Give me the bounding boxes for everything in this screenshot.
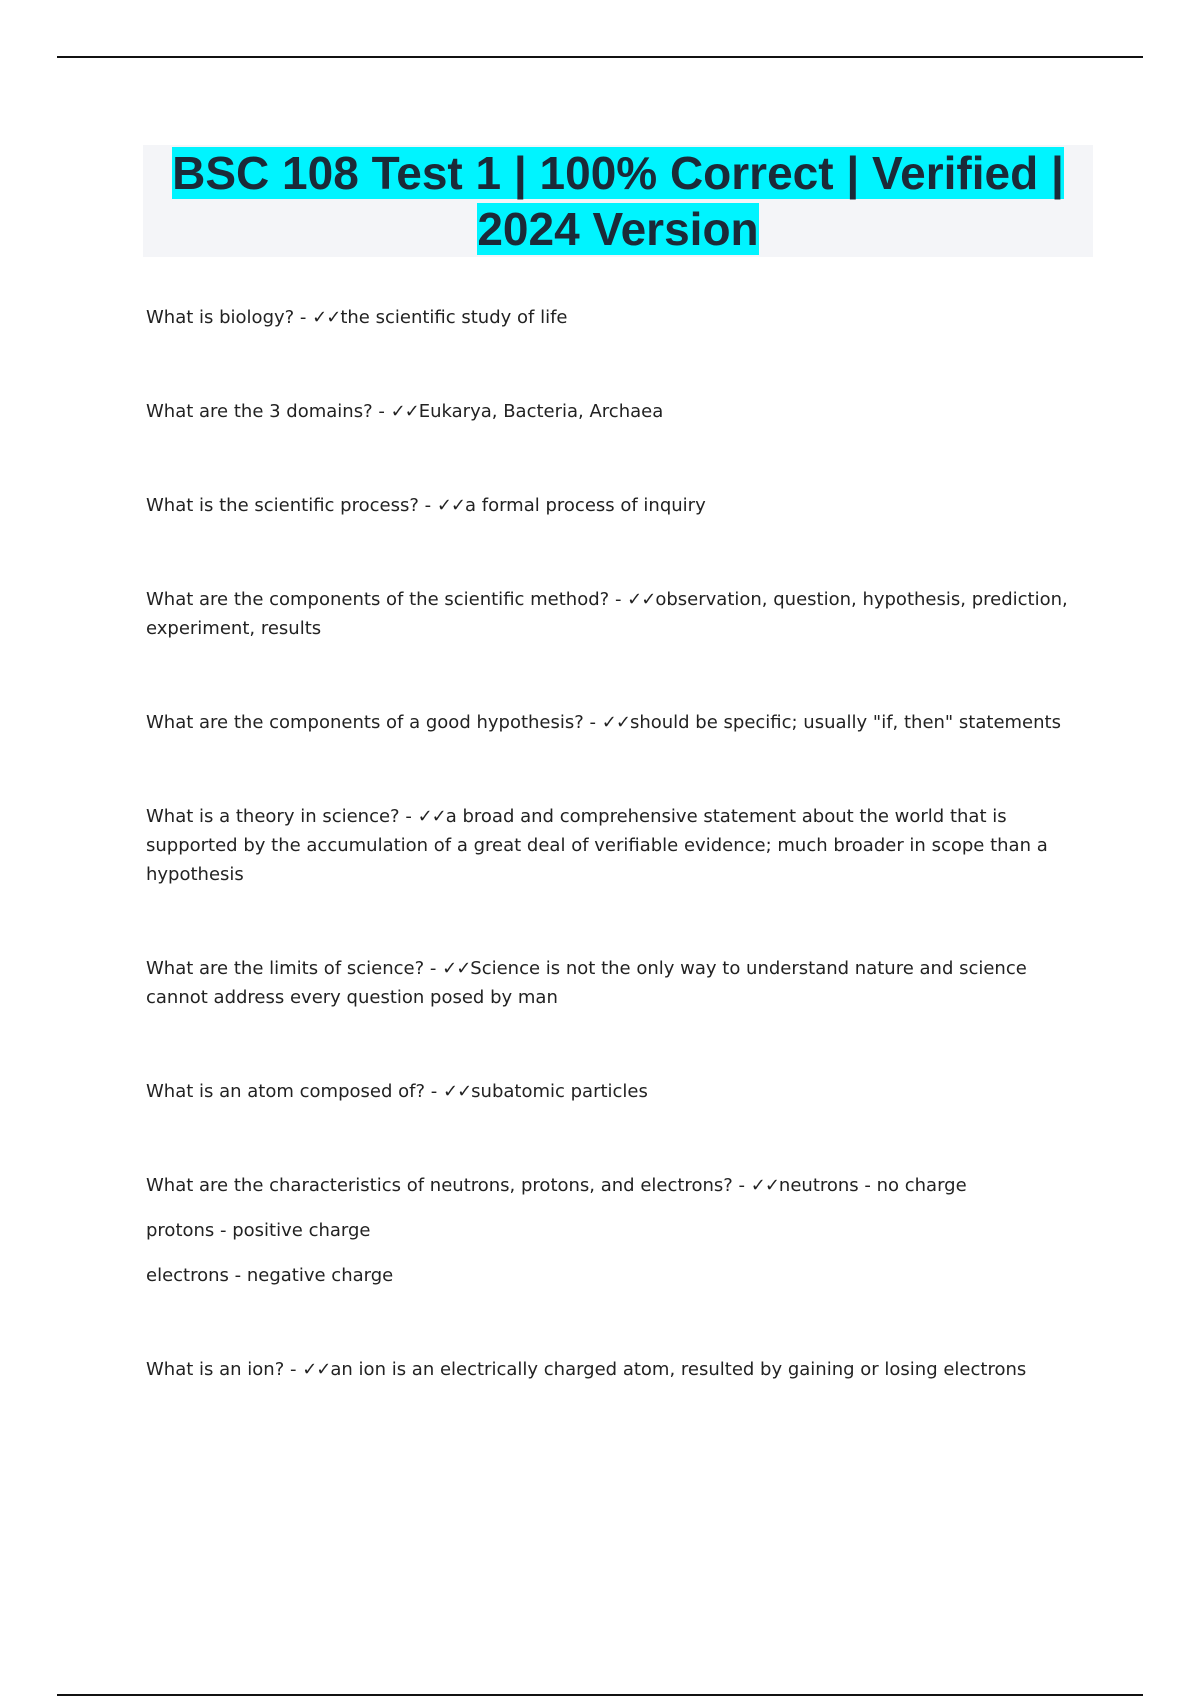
separator: - xyxy=(418,495,437,516)
qa-item-limits xyxy=(146,954,1086,1012)
top-rule xyxy=(57,56,1143,58)
check-mark-icon: ✓✓ xyxy=(750,1175,779,1196)
check-mark-icon: ✓✓ xyxy=(442,1081,472,1102)
answer-text: the scientific study of life xyxy=(340,307,568,328)
check-mark-icon: ✓✓ xyxy=(442,958,471,979)
question-text: What are the limits of science? xyxy=(146,958,425,979)
answer-text: subatomic particles xyxy=(471,1081,648,1102)
qa-item-ion xyxy=(146,1355,1086,1384)
answer-text: neutrons - no charge xyxy=(778,1175,967,1196)
separator: - xyxy=(732,1175,751,1196)
qa-item-hypothesis xyxy=(146,708,1086,737)
question-text: What are the characteristics of neutrons, protons, and electrons? xyxy=(146,1175,733,1196)
separator: - xyxy=(583,712,602,733)
answer-extra-line: electrons - negative charge xyxy=(146,1265,394,1286)
qa-item-particles xyxy=(146,1171,1086,1290)
question-text: What is biology? xyxy=(146,307,295,328)
answer-text: Eukarya, Bacteria, Archaea xyxy=(418,401,664,422)
bottom-rule xyxy=(57,1694,1143,1696)
title-line-2: 2024 Version xyxy=(477,203,759,255)
check-mark-icon: ✓✓ xyxy=(627,589,656,610)
check-mark-icon: ✓✓ xyxy=(302,1359,331,1380)
check-mark-icon: ✓✓ xyxy=(390,401,419,422)
question-text: What is a theory in science? xyxy=(146,806,400,827)
question-answer-list xyxy=(146,303,1086,1449)
qa-item-theory xyxy=(146,802,1086,889)
answer-text: a formal process of inquiry xyxy=(465,495,706,516)
answer-text: a broad and comprehensive statement about the world that is supported by the accumulation of a great deal of verifiable evidence; much broader in scope than a hypothesis xyxy=(146,806,1048,885)
answer-text: should be specific; usually "if, then" statements xyxy=(629,712,1061,733)
title-line-1: BSC 108 Test 1 | 100% Correct | Verified | xyxy=(172,147,1064,199)
question-text: What are the 3 domains? xyxy=(146,401,373,422)
separator: - xyxy=(399,806,418,827)
qa-item-scientific-process xyxy=(146,491,1086,520)
separator: - xyxy=(372,401,391,422)
check-mark-icon: ✓✓ xyxy=(436,495,465,516)
check-mark-icon: ✓✓ xyxy=(312,307,341,328)
qa-item-biology xyxy=(146,303,1086,332)
question-text: What are the components of a good hypothesis? xyxy=(146,712,584,733)
qa-item-atom xyxy=(146,1077,1086,1106)
separator: - xyxy=(294,307,313,328)
qa-item-domains xyxy=(146,397,1086,426)
question-text: What is the scientific process? xyxy=(146,495,419,516)
separator: - xyxy=(284,1359,303,1380)
answer-text: Science is not the only way to understand nature and science cannot address every question posed by man xyxy=(146,958,1027,1008)
document-title xyxy=(143,145,1093,257)
answer-text: an ion is an electrically charged atom, resulted by gaining or losing electrons xyxy=(330,1359,1027,1380)
question-text: What are the components of the scientific method? xyxy=(146,589,610,610)
question-text: What is an ion? xyxy=(146,1359,285,1380)
check-mark-icon: ✓✓ xyxy=(601,712,630,733)
separator: - xyxy=(424,958,443,979)
separator: - xyxy=(425,1081,443,1102)
question-text: What is an atom composed of? xyxy=(146,1081,426,1102)
check-mark-icon: ✓✓ xyxy=(417,806,446,827)
separator: - xyxy=(609,589,628,610)
qa-item-scientific-method xyxy=(146,585,1086,643)
answer-text: observation, question, hypothesis, prediction, experiment, results xyxy=(146,589,1068,639)
answer-extra-line: protons - positive charge xyxy=(146,1220,371,1241)
